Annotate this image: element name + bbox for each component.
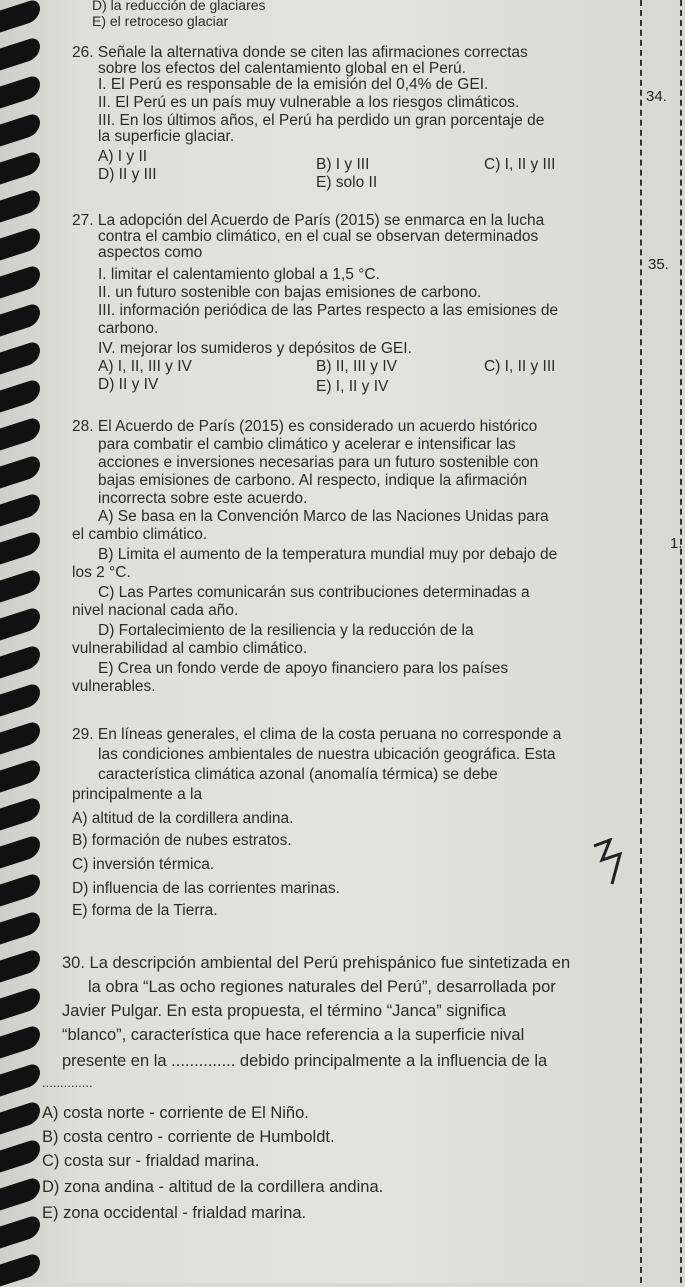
q28-option-c: C) Las Partes comunicarán sus contribuciones determinadas a <box>98 584 530 601</box>
dashed-cut-line <box>680 0 682 1283</box>
q30-stem: la obra “Las ocho regiones naturales del Perú”, desarrollada por <box>88 978 556 996</box>
spiral-ring <box>0 530 40 565</box>
q27-option-d: D) II y IV <box>98 376 159 393</box>
spiral-ring <box>0 1176 40 1211</box>
spiral-ring <box>0 872 40 907</box>
q27-option-b: B) II, III y IV <box>316 358 397 375</box>
q30-option-b: B) costa centro - corriente de Humboldt. <box>42 1128 335 1146</box>
q26-option-d: D) II y III <box>98 166 157 183</box>
q26-option-c: C) I, II y III <box>484 156 556 173</box>
spiral-ring <box>0 112 40 147</box>
spiral-ring <box>0 302 40 337</box>
q29-stem: principalmente a la <box>72 786 203 803</box>
spiral-ring <box>0 226 40 261</box>
q29-stem: característica climática azonal (anomalía térmica) se debe <box>98 766 498 783</box>
spiral-ring <box>0 340 40 375</box>
spiral-ring <box>0 948 40 983</box>
spiral-ring <box>0 150 40 185</box>
q28-option-a: el cambio climático. <box>72 526 208 543</box>
spiral-ring <box>0 986 40 1021</box>
q26-stem: 26. Señale la alternativa donde se citen las afirmaciones correctas <box>72 44 528 61</box>
q26-statement-i: I. El Perú es responsable de la emisión del 0,4% de GEI. <box>98 76 489 93</box>
q27-stem: contra el cambio climático, en el cual se observan determinados <box>98 228 539 245</box>
q30-option-c: C) costa sur - frialdad marina. <box>42 1152 260 1170</box>
side-number-34: 34. <box>646 88 667 105</box>
q27-statement-ii: II. un futuro sostenible con bajas emisiones de carbono. <box>98 284 482 301</box>
q25-option-d: D) la reducción de glaciares <box>92 0 266 13</box>
q28-option-c: nivel nacional cada año. <box>72 602 239 619</box>
spiral-ring <box>0 416 40 451</box>
spiral-ring <box>0 796 40 831</box>
spiral-binding <box>0 0 44 1283</box>
q30-option-a: A) costa norte - corriente de El Niño. <box>42 1104 309 1122</box>
q28-stem: para combatir el cambio climático y acelerar e intensificar las <box>98 436 516 453</box>
q26-option-a: A) I y II <box>98 148 148 165</box>
q30-stem: Javier Pulgar. En esta propuesta, el término “Janca” significa <box>62 1002 506 1020</box>
spiral-ring <box>0 682 40 717</box>
spiral-ring <box>0 264 40 299</box>
q26-option-b: B) I y III <box>316 156 370 173</box>
side-number-1: 1. <box>670 535 683 552</box>
q28-option-b: B) Limita el aumento de la temperatura mundial muy por debajo de <box>98 546 558 563</box>
q27-option-a: A) I, II, III y IV <box>98 358 192 375</box>
q28-option-e: E) Crea un fondo verde de apoyo financiero para los países <box>98 660 509 677</box>
q27-statement-iii: carbono. <box>98 320 159 337</box>
q29-option-a: A) altitud de la cordillera andina. <box>72 810 294 827</box>
q28-option-e: vulnerables. <box>72 678 156 695</box>
q28-stem: acciones e inversiones necesarias para un futuro sostenible con <box>98 454 539 471</box>
q29-option-d: D) influencia de las corrientes marinas. <box>72 880 340 897</box>
q27-statement-iv: IV. mejorar los sumideros y depósitos de GEI. <box>98 340 412 357</box>
spiral-ring <box>0 1252 40 1287</box>
q28-option-d: vulnerabilidad al cambio climático. <box>72 640 308 657</box>
q29-option-b: B) formación de nubes estratos. <box>72 832 292 849</box>
q26-statement-iii: III. En los últimos años, el Perú ha perdido un gran porcentaje de <box>98 112 545 129</box>
q28-stem: 28. El Acuerdo de París (2015) es considerado un acuerdo histórico <box>72 418 538 435</box>
spiral-ring <box>0 36 40 71</box>
q26-statement-ii: II. El Perú es un país muy vulnerable a los riesgos climáticos. <box>98 94 520 111</box>
spiral-ring <box>0 568 40 603</box>
q27-stem: 27. La adopción del Acuerdo de París (2015) se enmarca en la lucha <box>72 212 545 229</box>
q29-stem: 29. En líneas generales, el clima de la costa peruana no corresponde a <box>72 726 562 743</box>
q27-statement-iii: III. información periódica de las Partes respecto a las emisiones de <box>98 302 559 319</box>
q30-option-d: D) zona andina - altitud de la cordillera andina. <box>42 1178 384 1196</box>
q30-stem: “blanco”, característica que hace referencia a la superficie nival <box>62 1026 525 1044</box>
q29-stem: las condiciones ambientales de nuestra ubicación geográfica. Esta <box>98 746 556 763</box>
right-margin-marks <box>640 0 685 1283</box>
q28-option-d: D) Fortalecimiento de la resiliencia y la reducción de la <box>98 622 474 639</box>
pencil-mark-icon <box>590 838 626 888</box>
q30-stem: 30. La descripción ambiental del Perú prehispánico fue sintetizada en <box>62 954 571 972</box>
q27-option-c: C) I, II y III <box>484 358 556 375</box>
spiral-ring <box>0 606 40 641</box>
spiral-ring <box>0 188 40 223</box>
q27-stem: aspectos como <box>98 244 203 261</box>
q29-option-c: C) inversión térmica. <box>72 856 215 873</box>
spiral-ring <box>0 720 40 755</box>
q26-option-e: E) solo II <box>316 174 378 191</box>
spiral-ring <box>0 910 40 945</box>
spiral-ring <box>0 1138 40 1173</box>
dashed-cut-line <box>640 0 642 1283</box>
spiral-ring <box>0 1024 40 1059</box>
q25-option-e: E) el retroceso glaciar <box>92 13 229 29</box>
spiral-ring <box>0 644 40 679</box>
q28-stem: bajas emisiones de carbono. Al respecto, indique la afirmación <box>98 472 528 489</box>
q28-option-b: los 2 °C. <box>72 564 131 581</box>
spiral-ring <box>0 758 40 793</box>
q26-stem: sobre los efectos del calentamiento global en el Perú. <box>98 60 466 77</box>
side-number-35: 35. <box>648 256 669 273</box>
spiral-ring <box>0 0 40 32</box>
spiral-ring <box>0 492 40 527</box>
spiral-ring <box>0 378 40 413</box>
q26-statement-iii: la superficie glaciar. <box>98 128 235 145</box>
spiral-ring <box>0 1062 40 1097</box>
q30-blank-line: .............. <box>42 1075 93 1090</box>
q28-option-a: A) Se basa en la Convención Marco de las Naciones Unidas para <box>98 508 549 525</box>
q27-statement-i: I. limitar el calentamiento global a 1,5 °C. <box>98 266 380 283</box>
q30-option-e: E) zona occidental - frialdad marina. <box>42 1204 307 1222</box>
q29-option-e: E) forma de la Tierra. <box>72 902 218 919</box>
spiral-ring <box>0 454 40 489</box>
spiral-ring <box>0 74 40 109</box>
spiral-ring <box>0 834 40 869</box>
q30-stem: presente en la .............. debido principalmente a la influencia de la <box>62 1052 548 1070</box>
q28-stem: incorrecta sobre este acuerdo. <box>98 490 308 507</box>
spiral-ring <box>0 1100 40 1135</box>
spiral-ring <box>0 1214 40 1249</box>
q27-option-e: E) I, II y IV <box>316 378 389 395</box>
